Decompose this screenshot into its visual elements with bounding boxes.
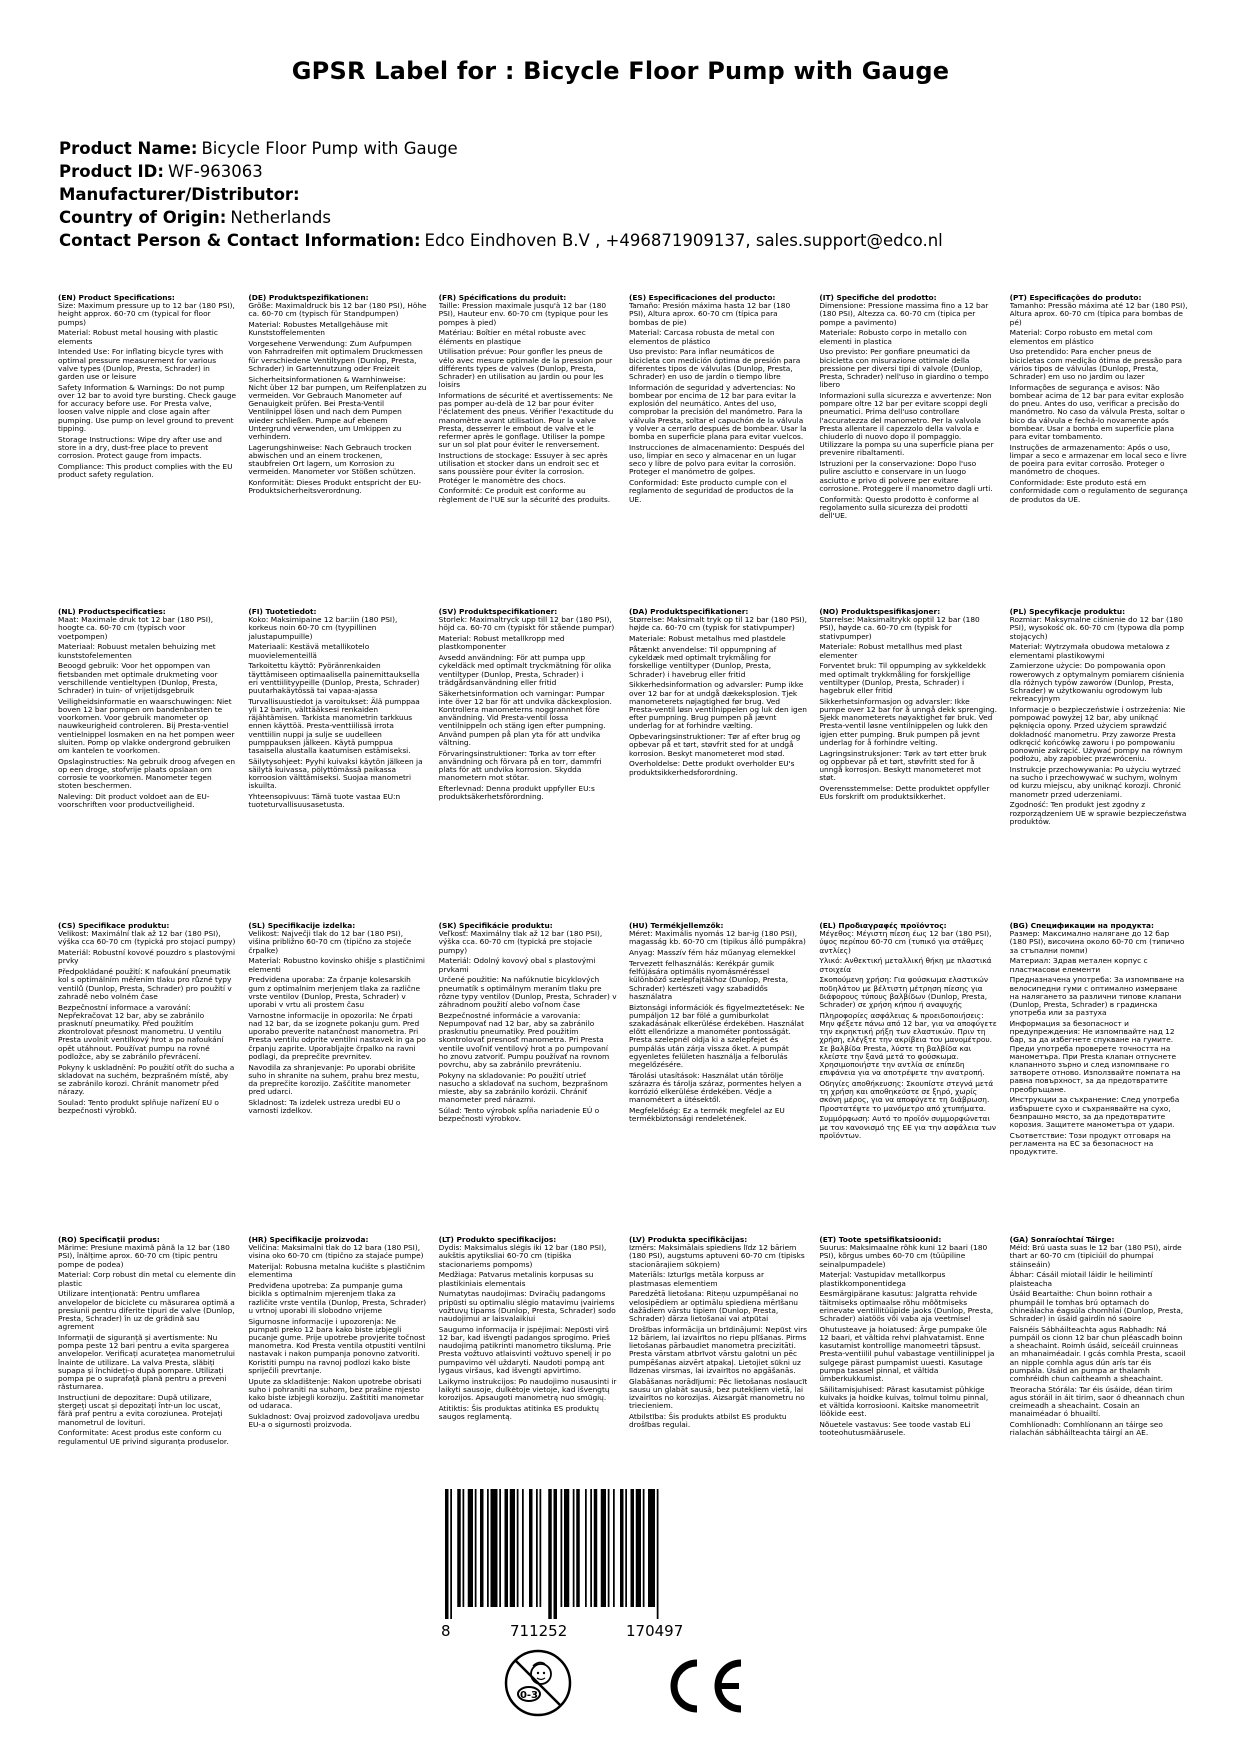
spec-paragraph: Utilisation prévue: Pour gonfler les pneus de vélo avec mesure optimale de la pression pour différents types de valves (Dunlop, Presta, Schrader) en utilisation au jardin ou pour les loisirs — [438, 347, 613, 390]
barcode-bar — [536, 1489, 538, 1607]
spec-paragraph: Instruções de armazenamento: Após o uso, limpar a seco e armazenar em local seco e livre de poeira para evitar corrosão. Proteger o manómetro de choques. — [1009, 442, 1187, 477]
spec-paragraph: Tamaño: Presión máxima hasta 12 bar (180 PSI), Altura aprox. 60-70 cm (típica para bombas de pie) — [628, 301, 791, 327]
spec-block — [819, 608, 997, 829]
spec-block — [819, 294, 997, 523]
barcode-bar — [564, 1489, 569, 1607]
spec-paragraph: Laikymo instrukcijos: Po naudojimo nusausinti ir laikyti sausoje, dulkėtoje vietoje, kad išvengtų korozijos. Apsaugoti manometrą nuo smūgių. — [438, 1376, 617, 1403]
age-warning-0-3-icon — [503, 1648, 573, 1718]
barcode-bar — [585, 1489, 587, 1607]
barcode-bar — [625, 1489, 627, 1607]
spec-heading: (ES) Especificaciones del producto: — [628, 294, 776, 302]
spec-heading: (NO) Produktspesifikasjoner: — [819, 608, 941, 616]
spec-paragraph: Lagerungshinweise: Nach Gebrauch trocken abwischen und an einem trockenen, staubfreien Ort lagern, um Korrosion zu vermeiden. Manometer vor Stößen schützen. — [248, 442, 416, 477]
spec-paragraph: Navodila za shranjevanje: Po uporabi obrišite suho in shranite na suhem, prahu brez mestu, da preprečite korozijo. Zaščitite manometer pred udarci. — [248, 1062, 420, 1097]
spec-paragraph: Nõuetele vastavus: See toode vastab ELi tooteohutusmäärusele. — [819, 1420, 971, 1438]
spec-paragraph: Numatytas naudojimas: Dviračių padangoms pripūsti su optimaliu slėgio matavimu įvairiems vožtuvų tipams (Dunlop, Presta, Schrader) sodo naudojimui ar laisvalaikiui — [438, 1289, 616, 1324]
spec-paragraph: Mărime: Presiune maximă până la 12 bar (180 PSI), înălțime aprox. 60-70 cm (tipic pentru pompe de podea) — [58, 1243, 230, 1269]
spec-heading: (BG) Спецификации на продукта: — [1009, 922, 1154, 930]
spec-paragraph: Materijal: Robusna metalna kućište s plastičnim elementima — [248, 1262, 425, 1280]
spec-paragraph: Turvallisuustiedot ja varoitukset: Älä pumppaa yli 12 barin, välttääksesi renkaiden räjähtämisen. Tarkista manometrin tarkkuus ennen käyttöä. Presta-venttiilissä irrota venttiilin nuppi ja sulje se uudelleen pumppauksen jälkeen. Käytä pumppua tasaisella alustalla kaatumisen estämiseksi. — [248, 696, 420, 756]
barcode-bar — [487, 1489, 489, 1607]
spec-block — [248, 294, 426, 523]
spec-paragraph: Instrukcje przechowywania: Po użyciu wytrzeć na sucho i przechowywać w suchym, wolnym od kurzu miejscu, aby uniknąć korozji. Chronić manometr przed uderzeniami. — [1009, 765, 1181, 799]
spec-paragraph: Sukladnost: Ovaj proizvod zadovoljava uredbu EU-a o sigurnosti proizvoda. — [248, 1412, 420, 1430]
barcode-bar — [613, 1489, 615, 1607]
spec-block — [58, 1236, 236, 1448]
spec-paragraph: Glabāšanas norādījumi: Pēc lietošanas noslaucīt sausu un glabāt sausā, bez putekļiem vietā, lai izvairītos no korozijas. Aizsargāt manometru no triecieniem. — [628, 1376, 808, 1411]
spec-paragraph: Информация за безопасност и предупреждения: Не изпомпвайте над 12 бар, за да избегнете спукване на гумите. Преди употреба проверете точността на манометъра. При Presta клапан отпуснете клапанното зърно и след изпомпване го затворете отново. Използвайте помпата на равна повърхност, за да предотвратите преобръщане. — [1009, 1019, 1181, 1094]
spec-paragraph: Rozmiar: Maksymalne ciśnienie do 12 bar (180 PSI), wysokość ok. 60-70 cm (typowa dla pomp stojących) — [1009, 615, 1185, 641]
spec-block — [248, 922, 426, 1159]
spec-paragraph: Bezpečnostné informácie a varovania: Nepumpovať nad 12 bar, aby sa zabránilo prasknutiu pneumatiky. Pred použitím skontrolovať presnosť manometra. Pri Presta ventile uvoľniť ventilový hrot a po pumpovaní ho znovu zatvoriť. Pumpu používať na rovnom povrchu, aby sa zabránilo prevráteniu. — [438, 1010, 610, 1070]
spec-heading: (FI) Tuotetiedot: — [248, 608, 317, 616]
ce-mark-icon — [663, 1657, 748, 1715]
spec-paragraph: Conformidad: Este producto cumple con el reglamento de seguridad de productos de la UE. — [628, 478, 794, 504]
barcode-bar — [561, 1489, 563, 1607]
barcode-bar — [648, 1489, 655, 1607]
spec-paragraph: Opslaginstructies: Na gebruik droog afvegen en op een droge, stofvrije plaats opslaan om corrosie te voorkomen. Manometer tegen stoten beschermen. — [58, 756, 236, 791]
spec-paragraph: Størrelse: Maksimalt tryk op til 12 bar (180 PSI), højde ca. 60-70 cm (typisk for stativpumper) — [628, 615, 807, 633]
spec-paragraph: Materiale: Robusto corpo in metallo con elementi in plastica — [819, 328, 967, 346]
spec-paragraph: Istruzioni per la conservazione: Dopo l'uso pulire asciutto e conservare in un luogo asciutto e privo di polvere per evitare corrosione. Proteggere il manometro dagli urti. — [819, 459, 993, 493]
spec-paragraph: Tárolási utasítások: Használat után törölje szárazra és tárolja száraz, pormentes helyen a korrózió elkerülése érdekében. Védje a manométert a ütésektől. — [628, 1070, 802, 1105]
spec-paragraph: Suurus: Maksimaalne rõhk kuni 12 baari (180 PSI), kõrgus umbes 60-70 cm (tüüpiline seinalpumpadele) — [819, 1243, 988, 1269]
spec-block — [439, 608, 617, 829]
spec-block — [819, 1236, 997, 1448]
spec-paragraph: Materjal: Vastupidav metallkorpus plastikkomponentidega — [819, 1270, 946, 1288]
origin-row — [59, 206, 1199, 229]
spec-paragraph: Съответствие: Този продукт отговаря на регламента на ЕС за безопасност на продуктите. — [1009, 1130, 1171, 1157]
spec-paragraph: Materiál: Odolný kovový obal s plastovými prvkami — [438, 956, 596, 974]
spec-paragraph: Safety Information & Warnings: Do not pump over 12 bar to avoid tyre bursting. Check gauge for accuracy before use. For Presta valve, loosen valve nipple and close again after pumping. Use pump on level ground to prevent tipping. — [58, 382, 237, 433]
spec-paragraph: Informații de siguranță și avertismente: Nu pompa peste 12 bari pentru a evita spargerea anvelopelor. Verificați acuratețea manometrului înainte de utilizare. La valva Presta, slăbiți supapa și închideți-o după pompare. Utilizați pompa pe o suprafață plană pentru a preveni răsturnarea. — [58, 1333, 235, 1392]
spec-heading: (DE) Produktspezifikationen: — [248, 294, 369, 302]
barcode-bar — [468, 1489, 473, 1607]
barcode-bar — [445, 1489, 449, 1619]
spec-paragraph: Informazioni sulla sicurezza e avvertenze: Non pompare oltre 12 bar per evitare scoppi degli pneumatici. Prima dell'uso controllare l'accuratezza del manometro. Per la valvola Presta allentare il capezzolo della valvola e chiuderlo di nuovo dopo il pompaggio. Utilizzare la pompa su una superficie piana per prevenire ribaltamenti. — [819, 391, 994, 458]
spec-paragraph: Comhlíonadh: Comhlíonann an táirge seo rialachán sábháilteachta táirgí an AE. — [1009, 1420, 1163, 1438]
spec-block — [629, 1236, 807, 1448]
barcode-bar — [522, 1489, 524, 1607]
spec-paragraph: Materiale: Robust metallhus med plast elementer — [819, 642, 963, 660]
spec-paragraph: Zamierzone użycie: Do pompowania opon rowerowych z optymalnym pomiarem ciśnienia dla różnych typów zaworów (Dunlop, Presta, Schrader) w użytkowaniu ogrodowym lub rekreacyjnym — [1009, 661, 1185, 704]
barcode-bar — [590, 1489, 592, 1607]
spec-paragraph: Intended Use: For inflating bicycle tyres with optimal pressure measurement for various valve types (Dunlop, Presta, Schrader) in garden use or leisure — [58, 347, 224, 382]
product-id-row — [59, 160, 1199, 183]
barcode-bar — [457, 1489, 461, 1607]
origin: Netherlands — [230, 208, 331, 227]
spec-paragraph: Conformità: Questo prodotto è conforme al regolamento sulla sicurezza dei prodotti dell'UE. — [819, 494, 979, 521]
spec-paragraph: Size: Maximum pressure up to 12 bar (180 PSI), height approx. 60-70 cm (typical for floor pumps) — [58, 301, 235, 327]
manufacturer-label: Manufacturer/Distributor: — [59, 185, 300, 204]
spec-paragraph: Matériau: Boîtier en métal robuste avec éléments en plastique — [438, 328, 586, 346]
spec-paragraph: Размер: Максимално налягане до 12 бар (180 PSI), височина около 60-70 cm (типично за стъпални помпи) — [1009, 929, 1185, 955]
spec-paragraph: Compliance: This product complies with the EU product safety regulation. — [58, 461, 233, 480]
spec-paragraph: Material: Carcasa robusta de metal con elementos de plástico — [628, 328, 775, 346]
spec-paragraph: Bezpečnostní informace a varování: Nepřekračovat 12 bar, aby se zabránilo prasknutí pneumatiky. Před použitím zkontrolovat přesnost manometru. U ventilu Presta uvolnit ventilkový hrot a po nafoukání opět utáhnout. Používat pumpu na rovné podložce, aby se zabránilo převrácení. — [58, 1002, 224, 1061]
barcode-bar — [529, 1489, 533, 1607]
spec-row-3 — [58, 922, 1188, 1159]
svg-text:0-3: 0-3 — [519, 1690, 539, 1701]
spec-paragraph: Předpokládané použití: K nafoukání pneumatik kol s optimálním měřením tlaku pro různé typy ventilů (Dunlop, Presta, Schrader) pro použití v zahradě nebo volném čase — [58, 967, 232, 1001]
spec-paragraph: Instrucțiuni de depozitare: După utilizare, ștergeți uscat și depozitați într-un loc uscat, fără praf pentru a evita coroziunea. Protejați manometrul de lovituri. — [58, 1393, 223, 1427]
spec-paragraph: Materiał: Wytrzymała obudowa metalowa z elementami plastikowymi — [1009, 642, 1170, 660]
spec-block — [1010, 294, 1188, 523]
barcode-right-digits: 170497 — [626, 1622, 684, 1640]
barcode-bar — [601, 1489, 606, 1607]
product-name: Bicycle Floor Pump with Gauge — [201, 139, 458, 158]
spec-paragraph: Οδηγίες αποθήκευσης: Σκουπίστε στεγνά μετά τη χρήση και αποθηκεύστε σε ξηρό, χωρίς σκόνη μέρος, για να αποφύγετε τη διάβρωση. Προστατέψτε το μανόμετρο από χτυπήματα. — [819, 1079, 994, 1113]
spec-heading: (GA) Sonraíochtaí Táirge: — [1009, 1236, 1115, 1244]
barcode-bar — [517, 1489, 519, 1607]
spec-paragraph: Sicherheitsinformationen & Warnhinweise: Nicht über 12 bar pumpen, um Reifenplatzen zu vermeiden. Vor Gebrauch Manometer auf Genauigkeit prüfen. Bei Presta-Ventil Ventilnippel lösen und nach dem Pumpen wieder schließen. Pumpe auf ebenem Untergrund verwenden, um Umkippen zu verhindern. — [248, 374, 427, 442]
spec-paragraph: Sikkerhetsinformasjon og advarsler: Ikke pumpe over 12 bar for å unngå dekk sprenging. Sjekk manometerets nøyaktighet før bruk. Ved Presta-ventil løsne ventilnippelen og lukk den igjen etter pumping. Bruk pumpen på jevnt underlag for å forhindre velting. — [819, 696, 997, 747]
spec-paragraph: Efterlevnad: Denna produkt uppfyller EU:s produktsäkerhetsförordning. — [438, 784, 595, 802]
barcode-bar — [657, 1489, 659, 1619]
origin-label: Country of Origin: — [59, 208, 227, 227]
spec-block — [248, 1236, 426, 1448]
spec-paragraph: Συμμόρφωση: Αυτό το προϊόν συμμορφώνεται με τον κανονισμό της ΕΕ για την ασφάλεια των προϊόντων. — [819, 1114, 996, 1140]
spec-block — [58, 294, 236, 523]
barcode-bar — [636, 1489, 641, 1607]
manufacturer-row — [59, 183, 1199, 206]
spec-block — [58, 922, 236, 1159]
spec-paragraph: Zgodność: Ten produkt jest zgodny z rozporządzeniem UE w sprawie bezpieczeństwa produktów. — [1009, 800, 1187, 826]
spec-paragraph: Uso previsto: Para inflar neumáticos de bicicleta con medición óptima de presión para diferentes tipos de válvulas (Dunlop, Presta, Schrader) en uso de jardín o tiempo libre — [628, 347, 801, 382]
spec-paragraph: Materiale: Robust metalhus med plastdele — [628, 634, 786, 644]
spec-heading: (LT) Produkto specifikacijos: — [438, 1236, 557, 1244]
contact: Edco Eindhoven B.V , +496871909137, sales.support@edco.nl — [424, 231, 943, 250]
spec-paragraph: Storage Instructions: Wipe dry after use and store in a dry, dust-free place to prevent corrosion. Protect gauge from impacts. — [58, 434, 222, 461]
spec-paragraph: Предназначена употреба: За изпомпване на велосипедни гуми с оптимално измерване на налягането за различни типове клапани (Dunlop, Presta, Schrader) в градинска употреба или за разтуха — [1009, 975, 1185, 1018]
spec-paragraph: Méret: Maximális nyomás 12 bar-ig (180 PSI), magasság kb. 60-70 cm (tipikus álló pumpákra) — [628, 929, 806, 947]
spec-paragraph: Skladnost: Ta izdelek ustreza uredbi EU o varnosti izdelkov. — [248, 1098, 401, 1116]
spec-paragraph: Veličina: Maksimalni tlak do 12 bara (180 PSI), visina oko 60-70 cm (tipično za stajaće pumpe) — [248, 1243, 424, 1261]
spec-paragraph: Méid: Brú uasta suas le 12 bar (180 PSI), airde thart ar 60-70 cm (tipiciúil do phumpaí stáinseáin) — [1009, 1243, 1182, 1269]
spec-heading: (IT) Specifiche del prodotto: — [819, 294, 937, 302]
spec-paragraph: Určené použitie: Na nafúknutie bicyklových pneumatík s optimálnym meraním tlaku pre rôzne typy ventilov (Dunlop, Presta, Schrader) v záhradnom použití alebo voľnom čase — [438, 975, 617, 1010]
spec-paragraph: Eesmärgipärane kasutus: Jalgratta rehvide täitmiseks optimaalse rõhu mõõtmiseks erinevate ventiilitüüpide jaoks (Dunlop, Presta, Schrader) aiatöös või vaba aja veetmisel — [819, 1289, 994, 1324]
spec-paragraph: Koko: Maksimipaine 12 bar:iin (180 PSI), korkeus noin 60-70 cm (tyypillinen jalustapumpuille) — [248, 615, 398, 641]
spec-paragraph: Materiál: Robustní kovové pouzdro s plastovými prvky — [58, 948, 236, 966]
spec-paragraph: Ohutusteave ja hoiatused: Ärge pumpake üle 12 baari, et vältida rehvi plahvatamist. Enne kasutamist kontrollige manomeetri täpsust. Presta-ventiilil puhul vabastage ventiilinippel ja sulgege pärast pumpamist uuesti. Kasutage pumpa tasasel pinnal, et vältida ümberkukkumist. — [819, 1324, 995, 1384]
spec-paragraph: Saugumo informacija ir įspėjimai: Nepūsti virš 12 bar, kad išvengti padangos sprogimo. Prieš naudojimą patikrinti manometro tikslumą. Prie Presta vožtuvo atlaisvinti vožtuvo spenelį ir po pumpavimo vėl uždaryti. Naudoti pompą ant lygaus viršaus, kad išvengti apvirtimo. — [438, 1324, 612, 1375]
barcode-bar — [608, 1489, 610, 1607]
spec-paragraph: Säilytysohjeet: Pyyhi kuivaksi käytön jälkeen ja säilytä kuivassa, pölyttömässä paikassa korroosion välttämiseksi. Suojaa manometri iskuilta. — [248, 756, 423, 791]
spec-paragraph: Materiāls: Izturīgs metāla korpuss ar plastmasas elementiem — [628, 1270, 764, 1288]
barcode-bar — [573, 1489, 575, 1607]
spec-row-1 — [58, 294, 1188, 523]
spec-paragraph: Upute za skladištenje: Nakon upotrebe obrisati suho i pohraniti na suhom, bez prašine mjesto kako biste izbjegli koroziju. Zaštititi manometar od udaraca. — [248, 1376, 424, 1411]
spec-paragraph: Materiaali: Kestävä metallikotelo muovielementeillä — [248, 642, 370, 660]
spec-paragraph: Material: Robust metal housing with plastic elements — [58, 328, 218, 346]
spec-heading: (ET) Toote spetsifikatsioonid: — [819, 1236, 942, 1244]
spec-paragraph: Faisnéis Sábháilteachta agus Rabhadh: Ná pumpáil os cionn 12 bar chun pléascadh boinn a sheachaint. Roimh úsáid, seiceáil cruinneas an mhanaiméadair. I gcás comhla Presta, scaoil an nipple comhla agus dún arís tar éis pumpála. Úsáid an pumpa ar thalamh comhréidh chun caitheamh a sheachaint. — [1009, 1324, 1186, 1384]
spec-paragraph: Overholdelse: Dette produkt overholder EU's produktsikkerhedsforordning. — [628, 759, 795, 777]
spec-paragraph: Säilitamisjuhised: Pärast kasutamist pühkige kuivaks ja hoidke kuivas, tolmuI tolmu pinnal, et vältida korrosiooni. Kaitske manomeetrit löökide eest. — [819, 1384, 989, 1419]
spec-paragraph: Material: Robust metallkropp med plastkomponenter — [438, 634, 565, 652]
spec-heading: (NL) Productspecificaties: — [58, 608, 166, 616]
spec-paragraph: Información de seguridad y advertencias: No bombear por encima de 12 bar para evitar la explosión del neumático. Antes del uso, comprobar la precisión del manómetro. Para la válvula Presta, soltar el capuchón de la válvula y volver a cerrarlo después de bombear. Usar la bomba en superficie plana para evitar vuelcos. — [628, 382, 807, 442]
spec-paragraph: Atbilstība: Šis produkts atbilst ES produktu drošības regulai. — [628, 1412, 787, 1430]
barcode-bar — [505, 1489, 509, 1607]
spec-paragraph: Πληροφορίες ασφάλειας & προειδοποιήσεις: Μην φέξετε πάνω από 12 bar, για να αποφύγετε την εκρηκτική ρήξη των ελαστικών. Πριν τη χρήση, ελέγξτε την ακρίβεια του μανομέτρου. Σε βαλβίδα Presta, λύστε τη βαλβίδα και κλείστε την ξανά μετά το φούσκωμα. Χρησιμοποιήστε την αντλία σε επίπεδη επιφάνεια για να αποτρέψετε την ανατροπή. — [819, 1010, 997, 1078]
spec-heading: (PL) Specyfikacje produktu: — [1009, 608, 1126, 616]
spec-paragraph: Инструкции за съхранение: След употреба избършете сухо и съхранявайте на сухо, безпрашно място, за да предотвратите корозия. Защитете манометъра от удари. — [1009, 1095, 1180, 1130]
spec-paragraph: Drošības informācija un brīdinājumi: Nepūst virs 12 bāriem, lai izvairītos no riepu plīšanas. Pirms lietošanas pārbaudiet manometra precizitāti. Presta vārstam atbrīvot vārstu galotni un pēc pumpēšanas aizvērt atpakaļ. Lietojiet sūkni uz līdzenas virsmas, lai izvairītos no apgāšanās. — [628, 1324, 808, 1375]
product-name-row — [59, 137, 1199, 160]
spec-paragraph: Tervezett felhasználás: Kerékpár gumik felfújására optimális nyomásméréssel különböző szelepfajtákhoz (Dunlop, Presta, Schrader) kertészeti vagy szabadidős használatra — [628, 959, 789, 1001]
spec-paragraph: Størrelse: Maksimaltrykk opptil 12 bar (180 PSI), høyde ca. 60-70 cm (typisk for stativpumper) — [819, 615, 980, 641]
barcode-bar — [463, 1489, 465, 1607]
spec-paragraph: Sikkerhedsinformation og advarsler: Pump ikke over 12 bar for at undgå dækeksplosion. Tjek manometerets nøjagtighed før brug. Ved Presta-ventil løsn ventilnippelen og luk den igen efter pumpning. Brug pumpen på jævnt underlag for at forhindre vælting. — [628, 680, 807, 731]
spec-paragraph: Veľkosť: Maximálny tlak až 12 bar (180 PSI), výška cca. 60-70 cm (typická pre stojacie pumpy) — [438, 929, 603, 955]
spec-paragraph: Υλικό: Ανθεκτική μεταλλική θήκη με πλαστικά στοιχεία — [819, 956, 992, 974]
spec-paragraph: Velikost: Maximální tlak až 12 bar (180 PSI), výška cca 60-70 cm (typická pro stojací pumpy) — [58, 929, 236, 947]
barcode-bar — [620, 1489, 624, 1607]
barcode-left-digits: 711252 — [510, 1622, 568, 1640]
spec-heading: (FR) Spécifications du produit: — [438, 294, 567, 302]
spec-paragraph: Medžiaga: Patvarus metalinis korpusas su plastikiniais elementais — [438, 1270, 594, 1288]
spec-heading: (LV) Produkta specifikācijas: — [628, 1236, 748, 1244]
spec-paragraph: Material: Corpo robusto em metal com elementos em plástico — [1009, 328, 1153, 346]
spec-paragraph: Overensstemmelse: Dette produktet oppfyller EUs forskrift om produktsikkerhet. — [819, 784, 990, 802]
spec-paragraph: Treoracha Stórála: Tar éis úsáide, déan tirim agus stóráil in áit tirim, saor ó dheannach chun creimeadh a sheachaint. Cosain an manaiméadar ó bhuailtí. — [1009, 1384, 1185, 1419]
spec-paragraph: Σκοπούμενη χρήση: Για φούσκωμα ελαστικών ποδηλάτου με βέλτιστη μέτρηση πίεσης για διάφορους τύπους βαλβίδων (Dunlop, Presta, Schrader) σε χρήση κήπου ή αναψυχής — [819, 975, 989, 1010]
spec-paragraph: Atitiktis: Šis produktas atitinka ES produktų saugos reglamentą. — [438, 1403, 599, 1422]
spec-heading: (HU) Termékjellemzők: — [628, 922, 724, 930]
spec-paragraph: Maat: Maximale druk tot 12 bar (180 PSI), hoogte ca. 60-70 cm (typisch voor voetpompen) — [58, 615, 214, 641]
spec-paragraph: Material: Corp robust din metal cu elemente din plastic — [58, 1270, 236, 1288]
barcode — [437, 1489, 707, 1619]
spec-paragraph: Predvidena uporaba: Za črpanje kolesarskih gum z optimalnim merjenjem tlaka za različne vrste ventilov (Dunlop, Presta, Schrader) v uporabi v vrtu ali prostem času — [248, 975, 421, 1010]
spec-paragraph: Tarkoitettu käyttö: Pyöränrenkaiden täyttämiseen optimaalisella painemittauksella eri venttiilityypeille (Dunlop, Presta, Schrader) puutarhakäytössä tai vapaa-ajassa — [248, 661, 420, 696]
spec-paragraph: Informacje o bezpieczeństwie i ostrzeżenia: Nie pompować powyżej 12 bar, aby uniknąć pęknięcia opony. Przed użyciem sprawdzić dokładność manometru. Przy zaworze Presta odkręcić końcówkę zaworu i po pompowaniu ponownie zakręcić. Używać pompy na równym podłożu, aby zapobiec przewróceniu. — [1009, 705, 1186, 764]
spec-paragraph: Vorgesehene Verwendung: Zum Aufpumpen von Fahrradreifen mit optimalem Druckmessen für verschiedene Ventiltypen (Dunlop, Presta, Schrader) in Gartennutzung oder Freizeit — [248, 339, 423, 373]
spec-block — [1010, 608, 1188, 829]
spec-block — [248, 608, 426, 829]
spec-paragraph: Materiaal: Robuust metalen behuizing met kunststofelementen — [58, 642, 216, 660]
spec-block — [439, 294, 617, 523]
spec-paragraph: Taille: Pression maximale jusqu'à 12 bar (180 PSI), Hauteur env. 60-70 cm (typique pour les pompes à pied) — [438, 301, 608, 327]
spec-paragraph: Storlek: Maximaltryck upp till 12 bar (180 PSI), höjd ca. 60-70 cm (typiskt för stående pumpar) — [438, 615, 615, 633]
spec-heading: (DA) Produktspecifikationer: — [628, 608, 749, 616]
spec-paragraph: Förvaringsinstruktioner: Torka av torr efter användning och förvara på en torr, dammfri plats för att undvika korrosion. Skydda manometern mot stötar. — [438, 748, 602, 783]
spec-paragraph: Säkerhetsinformation och varningar: Pumpar inte över 12 bar för att undvika däckexplosion. Kontrollera manometerns noggrannhet före användning. Vid Presta-ventil lossa ventilnippeln och stäng igen efter pumpning. Använd pumpen på plan yta för att undvika vältning. — [438, 688, 612, 747]
spec-paragraph: Súlad: Tento výrobok spĺňa nariadenie EÚ o bezpečnosti výrobkov. — [438, 1106, 600, 1124]
barcode-bars — [437, 1489, 707, 1619]
spec-paragraph: Yhteensopivuus: Tämä tuote vastaa EU:n tuoteturvallisuusasetusta. — [248, 792, 401, 810]
spec-paragraph: Konformität: Dieses Produkt entspricht der EU-Produktsicherheitsverordnung. — [248, 478, 422, 496]
spec-paragraph: Conformité: Ce produit est conforme au règlement de l'UE sur la sécurité des produits. — [438, 486, 611, 504]
barcode-bar — [594, 1489, 598, 1607]
spec-paragraph: Soulad: Tento produkt splňuje nařízení EU o bezpečnosti výrobků. — [58, 1098, 219, 1116]
barcode-bar — [499, 1489, 501, 1607]
spec-block — [1010, 1236, 1188, 1448]
spec-paragraph: Naleving: Dit product voldoet aan de EU-voorschriften voor productveiligheid. — [58, 792, 210, 810]
spec-paragraph: Megfelelőség: Ez a termék megfelel az EU termékbiztonsági rendeletének. — [628, 1106, 785, 1124]
spec-heading: (RO) Specificații produs: — [58, 1236, 160, 1244]
spec-paragraph: Материал: Здрав метален корпус с пластмасови елементи — [1009, 956, 1148, 974]
product-info — [59, 137, 1199, 252]
spec-block — [439, 922, 617, 1159]
spec-paragraph: Informations de sécurité et avertissements: Ne pas pomper au-delà de 12 bar pour éviter l'éclatement des pneus. Vérifier l'exactitude du manomètre avant utilisation. Pour la valve Presta, desserrer le embout de valve et le refermer après le gonflage. Utiliser la pompe sur un sol plat pour éviter le renversement. — [438, 391, 614, 450]
spec-row-4 — [58, 1236, 1188, 1448]
spec-paragraph: Tamanho: Pressão máxima até 12 bar (180 PSI), Altura aprox. 60-70 cm (típica para bombas de pé) — [1009, 301, 1188, 327]
spec-paragraph: Avsedd användning: För att pumpa upp cykeldäck med optimalt tryckmätning för olika ventiltyper (Dunlop, Presta, Schrader) i trädgårdsanvändning eller fritid — [438, 653, 612, 687]
spec-paragraph: Uso previsto: Per gonfiare pneumatici da bicicletta con misurazione ottimale della pressione per diversi tipi di valvole (Dunlop, Presta, Schrader) nell'uso in giardino o tempo libero — [819, 347, 989, 390]
spec-paragraph: Instrucciones de almacenamiento: Después del uso, limpiar en seco y almacenar en un lugar seco y libre de polvo para evitar la corrosión. Proteger el manómetro de golpes. — [628, 442, 805, 477]
spec-paragraph: Utilizare intenționată: Pentru umflarea anvelopelor de biciclete cu măsurarea optimă a presiunii pentru diferite tipuri de valve (Dunlop, Presta, Schrader) în uz de grădină sau agrement — [58, 1289, 235, 1332]
spec-paragraph: Lagringsinstruksjoner: Tørk av tørt etter bruk og oppbevar på et tørt, støvfritt sted for å unngå korrosjon. Beskytt manometeret mot støt. — [819, 748, 987, 783]
spec-block — [819, 922, 997, 1159]
spec-paragraph: Informações de segurança e avisos: Não bombear acima de 12 bar para evitar explosão do pneu. Antes do uso, verificar a precisão do manómetro. No caso da válvula Presta, soltar o bico da válvula e fechá-lo novamente após bombear. Usar a bomba em superfície plana para evitar tombamento. — [1009, 382, 1185, 442]
spec-heading: (EL) Προδιαγραφές προϊόντος: — [819, 922, 947, 930]
spec-paragraph: Forventet bruk: Til oppumping av sykkeldekk med optimalt trykkmåling for forskjellige ventiltyper (Dunlop, Presta, Schrader) i hagebruk eller fritid — [819, 661, 986, 696]
spec-paragraph: Instructions de stockage: Essuyer à sec après utilisation et stocker dans un endroit sec et sans poussière pour éviter la corrosion. Protéger le manomètre des chocs. — [438, 451, 608, 485]
barcode-bar — [576, 1489, 580, 1607]
spec-heading: (CS) Specifikace produktu: — [58, 922, 170, 930]
product-id-label: Product ID: — [59, 162, 164, 181]
spec-block — [439, 1236, 617, 1448]
spec-paragraph: Beoogd gebruik: Voor het oppompen van fietsbanden met optimale drukmeting voor verschillende ventieltypen (Dunlop, Presta, Schrader) in tuin- of vrijetijdsgebruik — [58, 661, 218, 696]
barcode-bar — [548, 1489, 552, 1619]
barcode-bar — [554, 1489, 558, 1619]
spec-paragraph: Veiligheidsinformatie en waarschuwingen: Niet boven 12 bar pompen om bandenbarsten te voorkomen. Voor gebruik manometer op nauwkeurigheid controleren. Bij Presta-ventiel ventielnippel losmaken en na het pompen weer sluiten. Pomp op vlakke ondergrond gebruiken om kantelen te voorkomen. — [58, 696, 235, 756]
barcode-bar — [510, 1489, 515, 1607]
spec-block — [629, 608, 807, 829]
spec-block — [629, 922, 807, 1159]
product-id: WF-963063 — [167, 162, 263, 181]
spec-paragraph: Conformitate: Acest produs este conform cu regulamentul UE privind siguranța produselor. — [58, 1428, 229, 1446]
barcode-bar — [480, 1489, 484, 1607]
spec-paragraph: Sigurnosne informacije i upozorenja: Ne pumpati preko 12 bara kako biste izbjegli pucanje gume. Prije upotrebe provjerite točnost manometra. Kod Presta ventila otpustiti ventilni nastavak i nakon pumpanja ponovno zatvoriti. Koristiti pumpu na ravnoj podlozi kako biste spriječili prevrtanje. — [248, 1316, 426, 1375]
spec-paragraph: Varnostne informacije in opozorila: Ne črpati nad 12 bar, da se izognete pokanju gum. Pred uporabo preverite natančnost manometra. Pri Presta ventilu odprite ventilni nastavek in ga po črpanju zaprite. Uporabljajte črpalko na ravni podlagi, da preprečite prevrnitev. — [248, 1010, 426, 1061]
spec-block — [58, 608, 236, 829]
spec-paragraph: Paredzētā lietošana: Riteņu uzpumpēšanai no velosipēdiem ar optimālu spiediena mērīšanu dažādiem vārstu tipiem (Dunlop, Presta, Schrader) dārza lietošanai vai atpūtai — [628, 1289, 799, 1324]
spec-heading: (SL) Specifikacije izdelka: — [248, 922, 356, 930]
spec-paragraph: Größe: Maximaldruck bis 12 bar (180 PSI), Höhe ca. 60-70 cm (typisch für Standpumpen) — [248, 301, 427, 319]
spec-heading: (EN) Product Specifications: — [58, 294, 175, 302]
spec-paragraph: Izmērs: Maksimālais spiediens līdz 12 bāriem (180 PSI), augstums aptuveni 60-70 cm (tipisks stacionārajiem sūkņiem) — [628, 1243, 805, 1269]
spec-paragraph: Material: Robustes Metallgehäuse mit Kunststoffelementen — [248, 320, 388, 338]
spec-block — [1010, 922, 1188, 1159]
product-name-label: Product Name: — [59, 139, 198, 158]
spec-paragraph: Dimensione: Pressione massima fino a 12 bar (180 PSI), Altezza ca. 60-70 cm (tipica per pompe a pavimento) — [819, 301, 989, 327]
contact-row — [59, 229, 1199, 252]
spec-paragraph: Uso pretendido: Para encher pneus de bicicletas com medição ótima de pressão para vários tipos de válvulas (Dunlop, Presta, Schrader) em uso no jardim ou lazer — [1009, 347, 1183, 382]
spec-paragraph: Dydis: Maksimalus slėgis iki 12 bar (180 PSI), aukštis apytiksliai 60-70 cm (tipiška stacionariems pompoms) — [438, 1243, 607, 1269]
spec-paragraph: Μέγεθος: Μέγιστη πίεση έως 12 bar (180 PSI), ύψος περίπου 60-70 cm (τυπικό για στάθμες αντλίες) — [819, 929, 992, 955]
barcode-bar — [475, 1489, 477, 1607]
spec-heading: (HR) Specifikacije proizvoda: — [248, 1236, 369, 1244]
barcode-bar — [631, 1489, 635, 1607]
spec-paragraph: Påtænkt anvendelse: Til oppumpning af cykeldæk med optimalt trykmåling for forskellige ventiltyper (Dunlop, Presta, Schrader) i havebrug eller fritid — [628, 645, 777, 679]
spec-paragraph: Conformidade: Este produto está em conformidade com o regulamento de segurança de produtos da UE. — [1009, 478, 1188, 504]
spec-row-2 — [58, 608, 1188, 829]
spec-paragraph: Pokyny na skladovanie: Po použití utrieť nasucho a skladovať na suchom, bezprašnom mieste, aby sa zabránilo korózii. Chrániť manometer pred nárazmi. — [438, 1070, 608, 1105]
spec-heading: (PT) Especificações do produto: — [1009, 294, 1142, 302]
page-title: GPSR Label for : Bicycle Floor Pump with Gauge — [291, 57, 950, 85]
barcode-bar — [540, 1489, 542, 1607]
spec-heading: (SV) Produktspecifikationer: — [438, 608, 558, 616]
spec-paragraph: Pokyny k uskladnění: Po použití otřít do sucha a skladovat na suchém, bezprašném místě, aby se zabránilo korozi. Chránit manometr před nárazy. — [58, 1062, 235, 1097]
spec-paragraph: Anyag: Masszív fém ház műanyag elemekkel — [628, 948, 796, 958]
spec-paragraph: Material: Robustno kovinsko ohišje s plastičnimi elementi — [248, 956, 425, 974]
spec-paragraph: Úsáid Beartaithe: Chun boinn rothair a phumpáil le tomhas brú optamach do chineálacha éagsúla chomhlaí (Dunlop, Presta, Schrader) in úsáid gairdín nó saoire — [1009, 1289, 1184, 1324]
spec-paragraph: Velikost: Največji tlak do 12 bar (180 PSI), višina približno 60-70 cm (tipično za stoječe črpalke) — [248, 929, 412, 955]
barcode-bar — [643, 1489, 645, 1607]
spec-paragraph: Predviđena upotreba: Za pumpanje guma bicikla s optimalnim mjerenjem tlaka za različite vrste ventila (Dunlop, Presta, Schrader) u vrtnoj uporabi ili slobodno vrijeme — [248, 1281, 427, 1315]
barcode-first-digit: 8 — [441, 1622, 451, 1640]
spec-paragraph: Ábhar: Cásáil miotail láidir le heilimintí plaisteacha — [1009, 1270, 1153, 1288]
barcode-bar — [491, 1489, 498, 1607]
contact-label: Contact Person & Contact Information: — [59, 231, 421, 250]
spec-heading: (SK) Špecifikácie produktu: — [438, 922, 553, 930]
spec-paragraph: Biztonsági információk és figyelmeztetések: Ne pumpáljon 12 bar fölé a gumiburkolat szakadásának elkerülése érdekében. Használat előtt ellenőrizze a manométer pontosságát. Presta szelepnél oldja ki a szelepfejet és pumpálás után zárja vissza őket. A pumpát egyenletes felületen használja a felborulás megelőzésére. — [628, 1002, 805, 1070]
barcode-bar — [450, 1489, 452, 1619]
spec-block — [629, 294, 807, 523]
spec-paragraph: Opbevaringsinstruktioner: Tør af efter brug og opbevar på et tørt, støvfrit sted for at undgå korrosion. Beskyt manometeret mod stød. — [628, 732, 801, 758]
